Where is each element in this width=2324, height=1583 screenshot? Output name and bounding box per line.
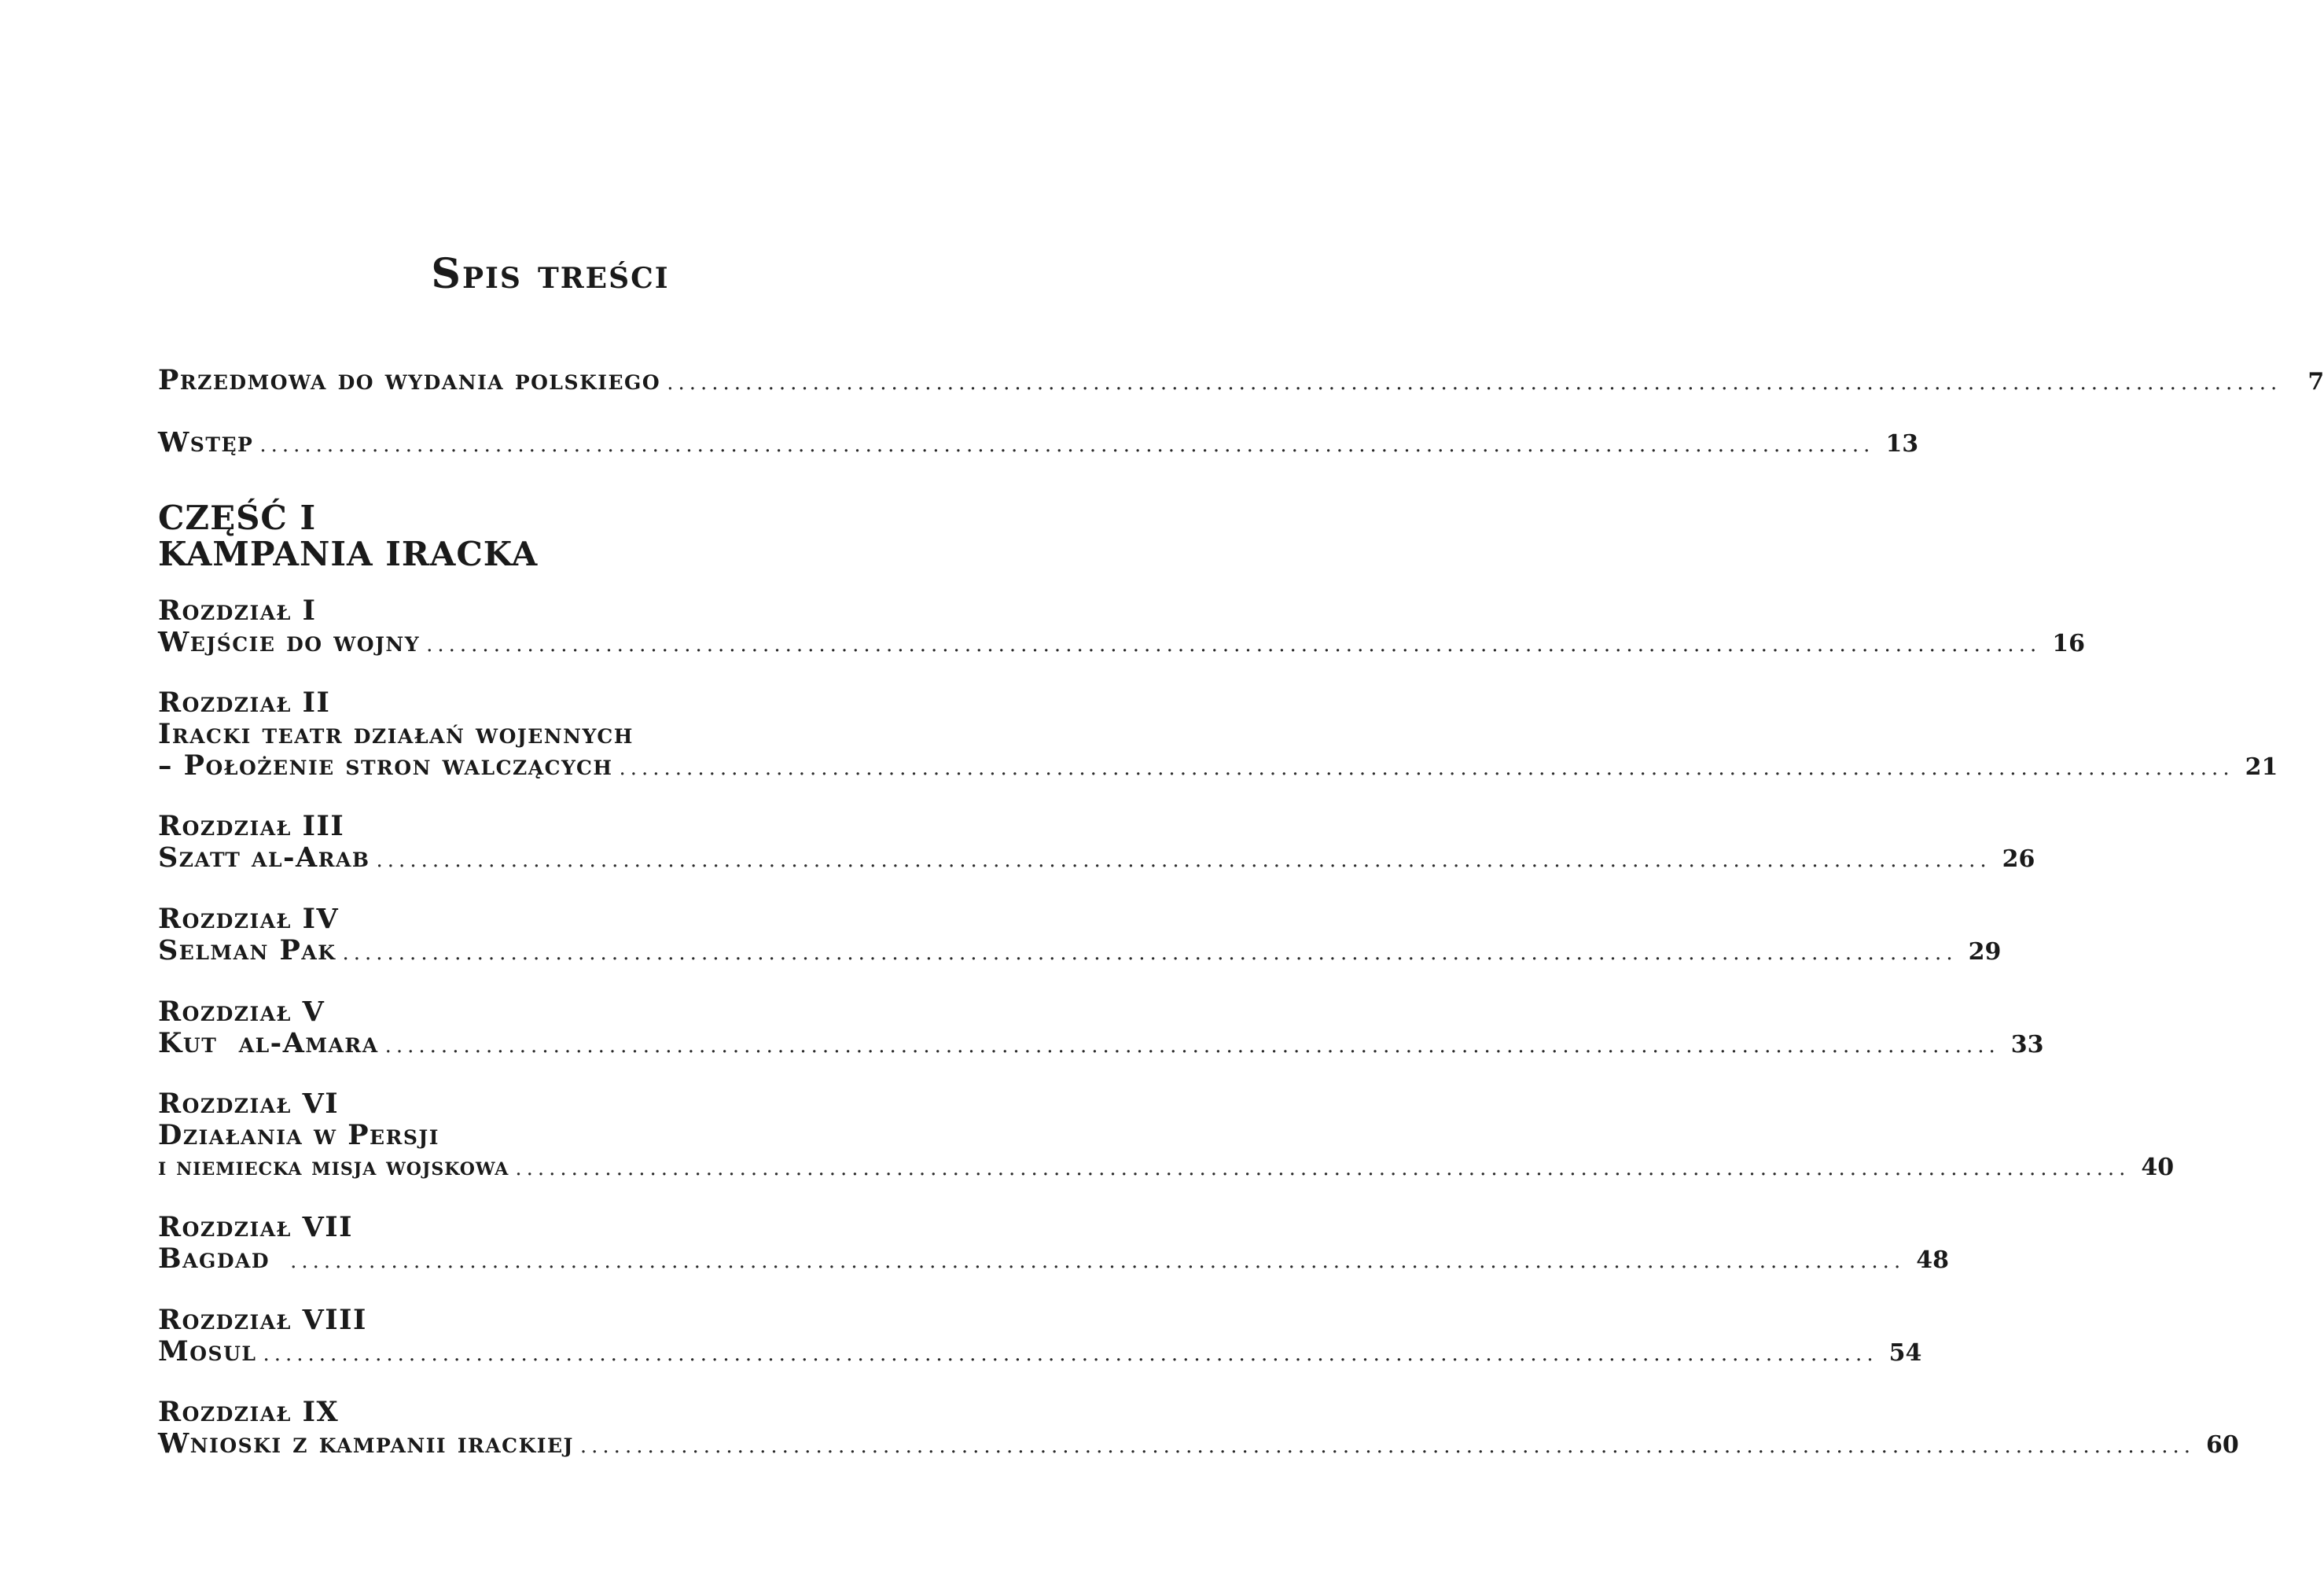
- toc-entry-chapter-5[interactable]: [158, 996, 2044, 1059]
- page-number: 33: [2010, 1031, 2044, 1058]
- part-number: CZĘŚĆ I: [158, 499, 317, 537]
- dot-leader: ................................................................................................................................................: [263, 1342, 1878, 1366]
- dot-leader: ................................................................................................................................................: [619, 757, 2234, 780]
- part-heading: [158, 500, 538, 572]
- dot-leader: ................................................................................................................................................: [426, 633, 2042, 657]
- dot-leader: ................................................................................................................................................: [667, 371, 2282, 395]
- toc-entry-chapter-8[interactable]: [158, 1304, 1922, 1368]
- toc-entry-title-line: Iracki teatr działań wojennych: [158, 718, 634, 750]
- page-number: 21: [2245, 753, 2278, 781]
- chapter-label: Rozdział III: [158, 810, 345, 842]
- toc-entry-title: i niemiecka misja wojskowa: [158, 1153, 509, 1181]
- page-number: 26: [2002, 845, 2035, 873]
- chapter-label: Rozdział V: [158, 996, 325, 1028]
- chapter-label: Rozdział VII: [158, 1211, 353, 1243]
- dot-leader: ................................................................................................................................................: [290, 1250, 1906, 1273]
- toc-entry-title: Szatt al-Arab: [158, 841, 370, 874]
- page-number: 48: [1916, 1246, 1949, 1274]
- toc-entry-chapter-2[interactable]: [158, 687, 2278, 782]
- chapter-label: Rozdział II: [158, 687, 331, 719]
- dot-leader: ................................................................................................................................................: [515, 1157, 2131, 1180]
- part-title: KAMPANIA IRACKA: [158, 535, 539, 573]
- dot-leader: ................................................................................................................................................: [376, 849, 1991, 872]
- toc-entry-chapter-1[interactable]: [158, 595, 2085, 658]
- toc-entry-title: Mosul: [158, 1335, 257, 1368]
- page-title: Spis treści: [431, 250, 670, 298]
- toc-entry-chapter-3[interactable]: [158, 810, 2035, 874]
- dot-leader: ................................................................................................................................................: [384, 1034, 2000, 1058]
- toc-entry-title: Bagdad: [158, 1242, 270, 1275]
- dot-leader: ................................................................................................................................................: [259, 433, 1875, 457]
- toc-entry-title: Kut al-Amara: [158, 1027, 379, 1059]
- toc-entry-chapter-9[interactable]: [158, 1396, 2239, 1460]
- page-number: 16: [2052, 630, 2085, 657]
- page-number: 29: [1968, 938, 2002, 966]
- chapter-label: Rozdział IX: [158, 1396, 340, 1428]
- page-number: 7: [2307, 368, 2324, 396]
- toc-entry-chapter-7[interactable]: [158, 1211, 1949, 1275]
- toc-entry-chapter-6[interactable]: [158, 1088, 2175, 1183]
- page-number: 40: [2141, 1154, 2175, 1181]
- toc-entry-preface[interactable]: [158, 364, 2324, 396]
- chapter-label: Rozdział VIII: [158, 1304, 367, 1336]
- toc-entry-title: – Położenie stron walczących: [158, 749, 613, 782]
- toc-entry-title-line: Działania w Persji: [158, 1119, 439, 1151]
- chapter-label: Rozdział VI: [158, 1088, 340, 1120]
- toc-entry-title: Wejście do wojny: [158, 626, 421, 658]
- toc-entry-title: Selman Pak: [158, 934, 336, 966]
- toc-entry-title: Wnioski z kampanii irackiej: [158, 1427, 574, 1460]
- chapter-label: Rozdział I: [158, 595, 317, 627]
- toc-entry-title: Wstęp: [158, 426, 254, 458]
- page-number: 60: [2206, 1431, 2239, 1459]
- toc-entry-title: Przedmowa do wydania polskiego: [158, 364, 661, 396]
- page-number: 13: [1885, 430, 1919, 458]
- page-number: 54: [1888, 1339, 1922, 1367]
- chapter-label: Rozdział IV: [158, 903, 340, 935]
- dot-leader: ................................................................................................................................................: [579, 1434, 2195, 1458]
- toc-entry-introduction[interactable]: [158, 426, 1919, 458]
- dot-leader: ................................................................................................................................................: [342, 941, 1958, 965]
- toc-entry-chapter-4[interactable]: [158, 903, 2002, 966]
